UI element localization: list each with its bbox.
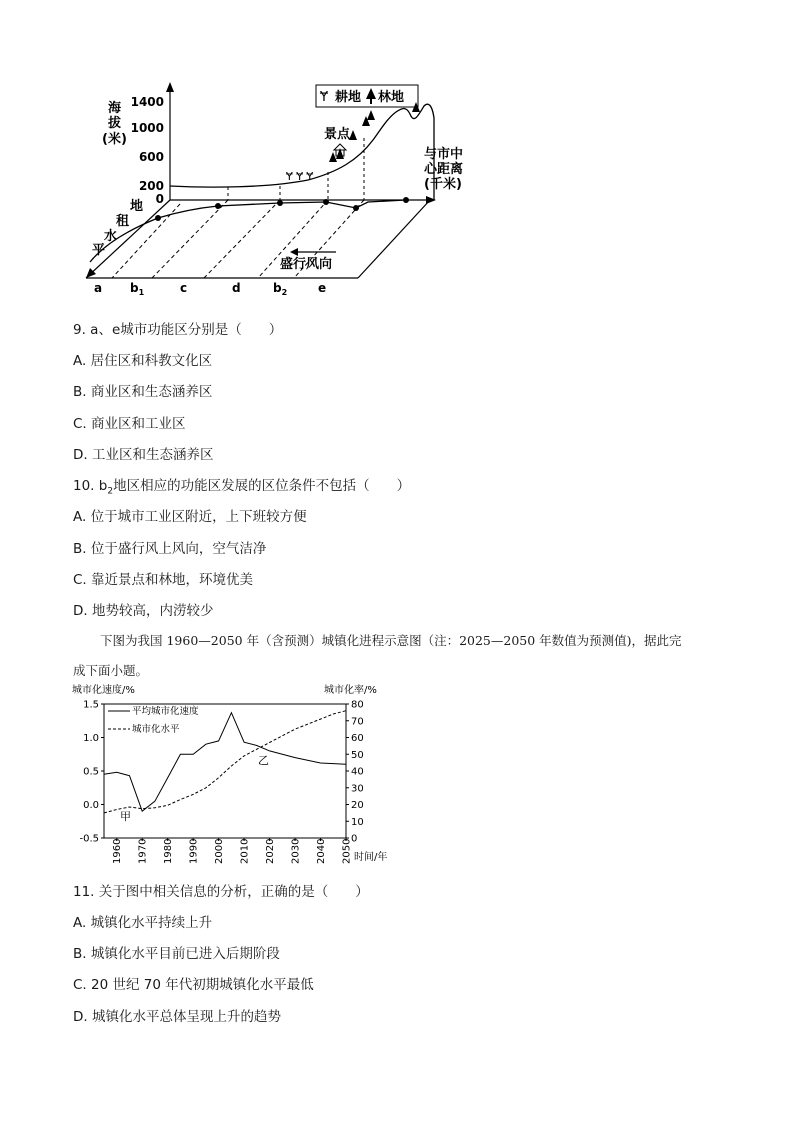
y-right-tick-label: 80 [351, 699, 364, 711]
land-rent-terrain-diagram [68, 80, 464, 297]
rent-label-1: 地 [130, 199, 144, 214]
x-tick-label: 1960 [112, 838, 124, 864]
y-right-tick-label: 0 [351, 833, 358, 845]
y-right-tick-label: 10 [351, 816, 364, 828]
x-label-2: 心距离 [424, 162, 464, 177]
rent-label-4: 平 [92, 243, 106, 258]
rent-point [215, 203, 221, 209]
question-9-option-c[interactable]: C. 商业区和工业区 [73, 416, 186, 432]
tick-0: 0 [155, 192, 164, 206]
rent-label-2: 租 [116, 214, 130, 229]
x-tick-label: 2040 [316, 838, 328, 864]
y-right-tick-label: 30 [351, 783, 364, 795]
x-axis-label: 时间/年 [354, 852, 388, 863]
farmland-mark: Ɏ Ɏ Ɏ [286, 170, 314, 183]
x-label-3: (千米) [424, 177, 462, 192]
legend-forest: 林地 [378, 90, 405, 105]
y-right-tick-label: 50 [351, 749, 364, 761]
tick-1000: 1000 [130, 121, 164, 135]
forest-mark [349, 130, 357, 140]
urbanization-chart [68, 682, 408, 867]
x-tick-label: 1990 [188, 838, 200, 864]
chart-marks [79, 700, 363, 865]
question-10-option-a[interactable]: A. 位于城市工业区附近，上下班较方便 [73, 509, 307, 525]
zone-e: e [318, 281, 327, 295]
x-tick-label: 2020 [265, 838, 277, 864]
elevation-axis-arrow [166, 82, 174, 92]
rent-point [353, 205, 359, 211]
tick-1400: 1400 [130, 95, 164, 109]
intro-line-1: 下图为我国 1960—2050 年（含预测）城镇化进程示意图（注：2025—2050 年数值为预测值)，据此完 [100, 633, 682, 648]
question-11-option-a[interactable]: A. 城镇化水平持续上升 [73, 915, 213, 931]
question-9-option-d[interactable]: D. 工业区和生态涵养区 [73, 447, 214, 463]
y-left-label: 城市化速度/% [72, 685, 135, 696]
x-tick-label: 2030 [290, 838, 302, 864]
wind-label: 盛行风向 [280, 257, 333, 272]
question-10-option-b[interactable]: B. 位于盛行风上风向，空气洁净 [73, 541, 267, 557]
x-tick-label: 1970 [137, 838, 149, 864]
farmland-icon: Ɏ [320, 90, 328, 105]
rent-point [403, 197, 409, 203]
tick-200: 200 [138, 179, 164, 193]
y-right-tick-label: 60 [351, 733, 364, 744]
floor-left-edge [86, 200, 170, 278]
legend-speed: 平均城市化速度 [132, 706, 199, 717]
question-9-option-a[interactable]: A. 居住区和科教文化区 [73, 353, 213, 369]
rent-point [155, 215, 161, 221]
zone-divider [204, 200, 280, 278]
q10-stem-post: 地区相应的功能区发展的区位条件不包括（ ） [113, 478, 411, 494]
annotation-yi: 乙 [258, 754, 269, 767]
x-tick-label: 2000 [214, 838, 226, 864]
question-11-option-c[interactable]: C. 20 世纪 70 年代初期城镇化水平最低 [73, 977, 314, 993]
y-left-tick-label: 0.5 [83, 766, 99, 778]
y-left-tick-label: 1.0 [83, 733, 99, 744]
y-left-tick-label: 0.0 [83, 800, 99, 811]
question-11-option-b[interactable]: B. 城镇化水平目前已进入后期阶段 [73, 946, 280, 962]
wind-arrowhead [290, 248, 298, 256]
y-label-3: (米) [102, 132, 127, 147]
question-10-option-c[interactable]: C. 靠近景点和林地，环境优美 [73, 572, 254, 588]
scenic-label: 景点 [324, 127, 351, 142]
x-tick-label: 1980 [163, 838, 175, 864]
y-right-tick-label: 70 [351, 716, 364, 728]
question-11-stem: 11. 关于图中相关信息的分析，正确的是（ ） [73, 884, 369, 900]
rent-label-3: 水 [104, 229, 118, 244]
y-right-label: 城市化率/% [324, 685, 377, 696]
rent-point [277, 200, 283, 206]
y-label-2: 拔 [108, 116, 122, 131]
rent-point [323, 199, 329, 205]
floor-right-edge [358, 200, 430, 278]
q10-stem-pre: 10. b [73, 478, 108, 494]
zone-divider [152, 200, 228, 278]
forest-mark [367, 110, 375, 120]
x-label-1: 与市中 [424, 147, 464, 162]
zone-b1: $b_1$ [130, 281, 145, 297]
zone-c: c [180, 281, 188, 295]
x-tick-label: 2050 [341, 838, 353, 864]
y-left-tick-label: -0.5 [79, 833, 99, 845]
question-9-option-b[interactable]: B. 商业区和生态涵养区 [73, 384, 213, 400]
tick-600: 600 [138, 150, 164, 164]
question-11-option-d[interactable]: D. 城镇化水平总体呈现上升的趋势 [73, 1009, 281, 1025]
x-tick-label: 2010 [239, 838, 251, 864]
intro-line-2: 成下面小题。 [73, 663, 149, 678]
zone-a: a [94, 281, 103, 295]
question-10-option-d[interactable]: D. 地势较高，内涝较少 [73, 603, 214, 619]
q10-stem-sub: 2 [107, 486, 114, 497]
zone-b2: $b_2$ [273, 281, 288, 297]
legend-level: 城市化水平 [132, 724, 180, 735]
annotation-jia: 甲 [120, 810, 131, 823]
y-right-tick-label: 20 [351, 800, 364, 811]
zone-d: d [232, 281, 241, 295]
y-label-1: 海 [108, 101, 122, 116]
terrain-profile [170, 104, 434, 200]
y-left-tick-label: 1.5 [83, 699, 99, 711]
y-right-tick-label: 40 [351, 766, 364, 778]
legend-farmland: 耕地 [335, 90, 362, 105]
question-9-stem: 9. a、e城市功能区分别是（ ） [73, 322, 283, 338]
question-10-stem [73, 474, 410, 497]
